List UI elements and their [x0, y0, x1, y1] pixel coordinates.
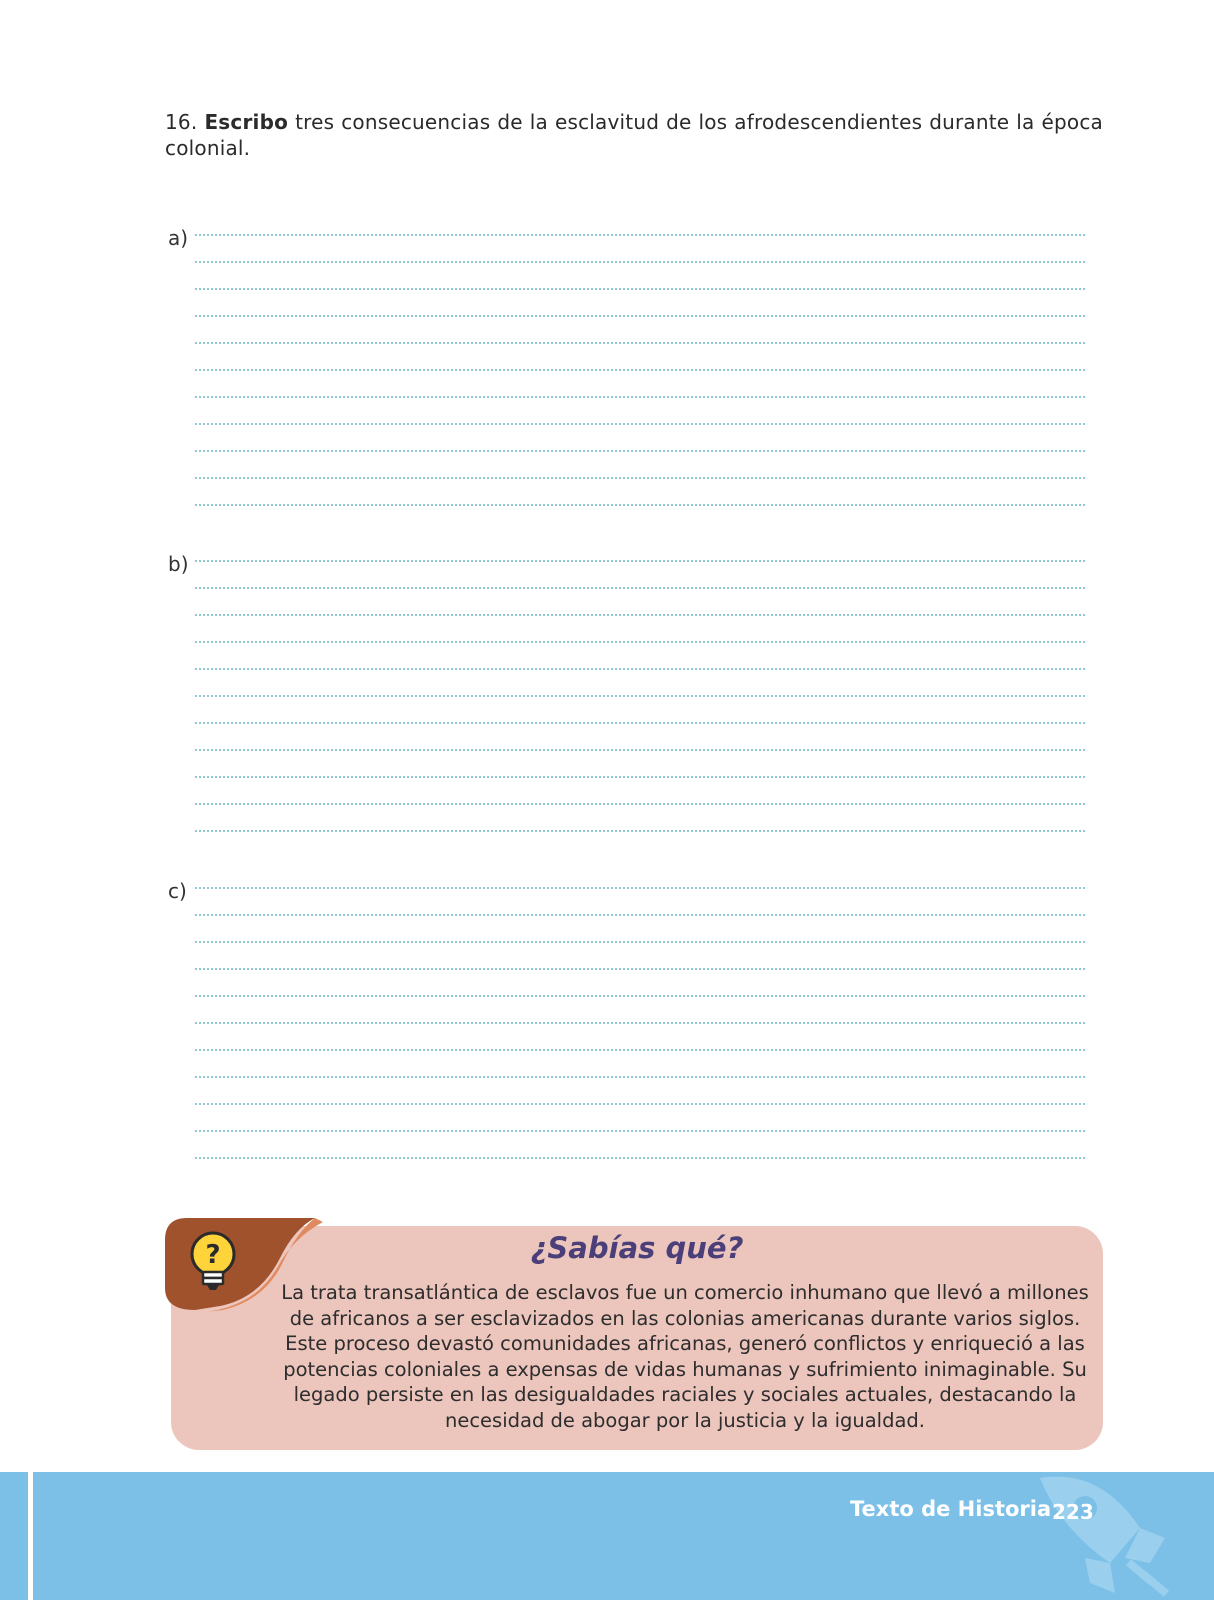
- info-box-title: ¿Sabías qué?: [530, 1231, 744, 1265]
- answer-letter: a): [168, 226, 189, 250]
- writing-line[interactable]: [195, 1157, 1085, 1159]
- writing-line[interactable]: [195, 914, 1085, 916]
- question-text: [165, 109, 1103, 161]
- writing-line[interactable]: [195, 995, 1085, 997]
- writing-line[interactable]: [195, 288, 1085, 290]
- writing-line[interactable]: [195, 749, 1085, 751]
- writing-line[interactable]: [195, 315, 1085, 317]
- writing-line[interactable]: [195, 1103, 1085, 1105]
- writing-line[interactable]: [195, 803, 1085, 805]
- writing-line[interactable]: [195, 941, 1085, 943]
- writing-line[interactable]: [195, 423, 1085, 425]
- writing-line[interactable]: [195, 614, 1085, 616]
- writing-line[interactable]: [195, 668, 1085, 670]
- page-number: 223: [1052, 1500, 1094, 1524]
- writing-line[interactable]: [195, 695, 1085, 697]
- writing-line[interactable]: [195, 1022, 1085, 1024]
- writing-line[interactable]: [195, 450, 1085, 452]
- writing-line[interactable]: [195, 396, 1085, 398]
- question-verb: Escribo: [204, 110, 289, 134]
- writing-line[interactable]: [195, 830, 1085, 832]
- writing-line[interactable]: [195, 722, 1085, 724]
- info-box-text: La trata transatlántica de esclavos fue un comercio inhumano que llevó a millones de africanos a ser esclavizados en las colonias americanas durante varios siglos. Este proceso devastó comunidades africanas, generó conflictos y enriqueció a las potencias coloniales a expensas de vidas humanas y sufrimiento inimaginable. Su legado persiste en las desigualdades raciales y sociales actuales, destacando la necesidad de abogar por la justicia y la igualdad.: [281, 1281, 1089, 1432]
- writing-line[interactable]: [195, 1049, 1085, 1051]
- footer-title: Texto de Historia: [850, 1497, 1052, 1521]
- footer-divider: [28, 1472, 33, 1600]
- writing-line[interactable]: [195, 587, 1085, 589]
- question-body: tres consecuencias de la esclavitud de los afrodescendientes durante la época colonial.: [165, 110, 1104, 160]
- writing-line[interactable]: [195, 776, 1085, 778]
- writing-line[interactable]: [195, 560, 1085, 562]
- writing-line[interactable]: [195, 968, 1085, 970]
- writing-line[interactable]: [195, 261, 1085, 263]
- svg-text:?: ?: [205, 1240, 221, 1270]
- writing-line[interactable]: [195, 234, 1085, 236]
- answer-letter: b): [168, 552, 189, 576]
- writing-line[interactable]: [195, 1076, 1085, 1078]
- question-number: 16.: [165, 110, 198, 134]
- writing-line[interactable]: [195, 477, 1085, 479]
- writing-line[interactable]: [195, 369, 1085, 371]
- rocket-icon: [1030, 1468, 1180, 1600]
- writing-line[interactable]: [195, 504, 1085, 506]
- writing-line[interactable]: [195, 342, 1085, 344]
- answer-letter: c): [168, 879, 187, 903]
- writing-line[interactable]: [195, 641, 1085, 643]
- writing-line[interactable]: [195, 887, 1085, 889]
- writing-line[interactable]: [195, 1130, 1085, 1132]
